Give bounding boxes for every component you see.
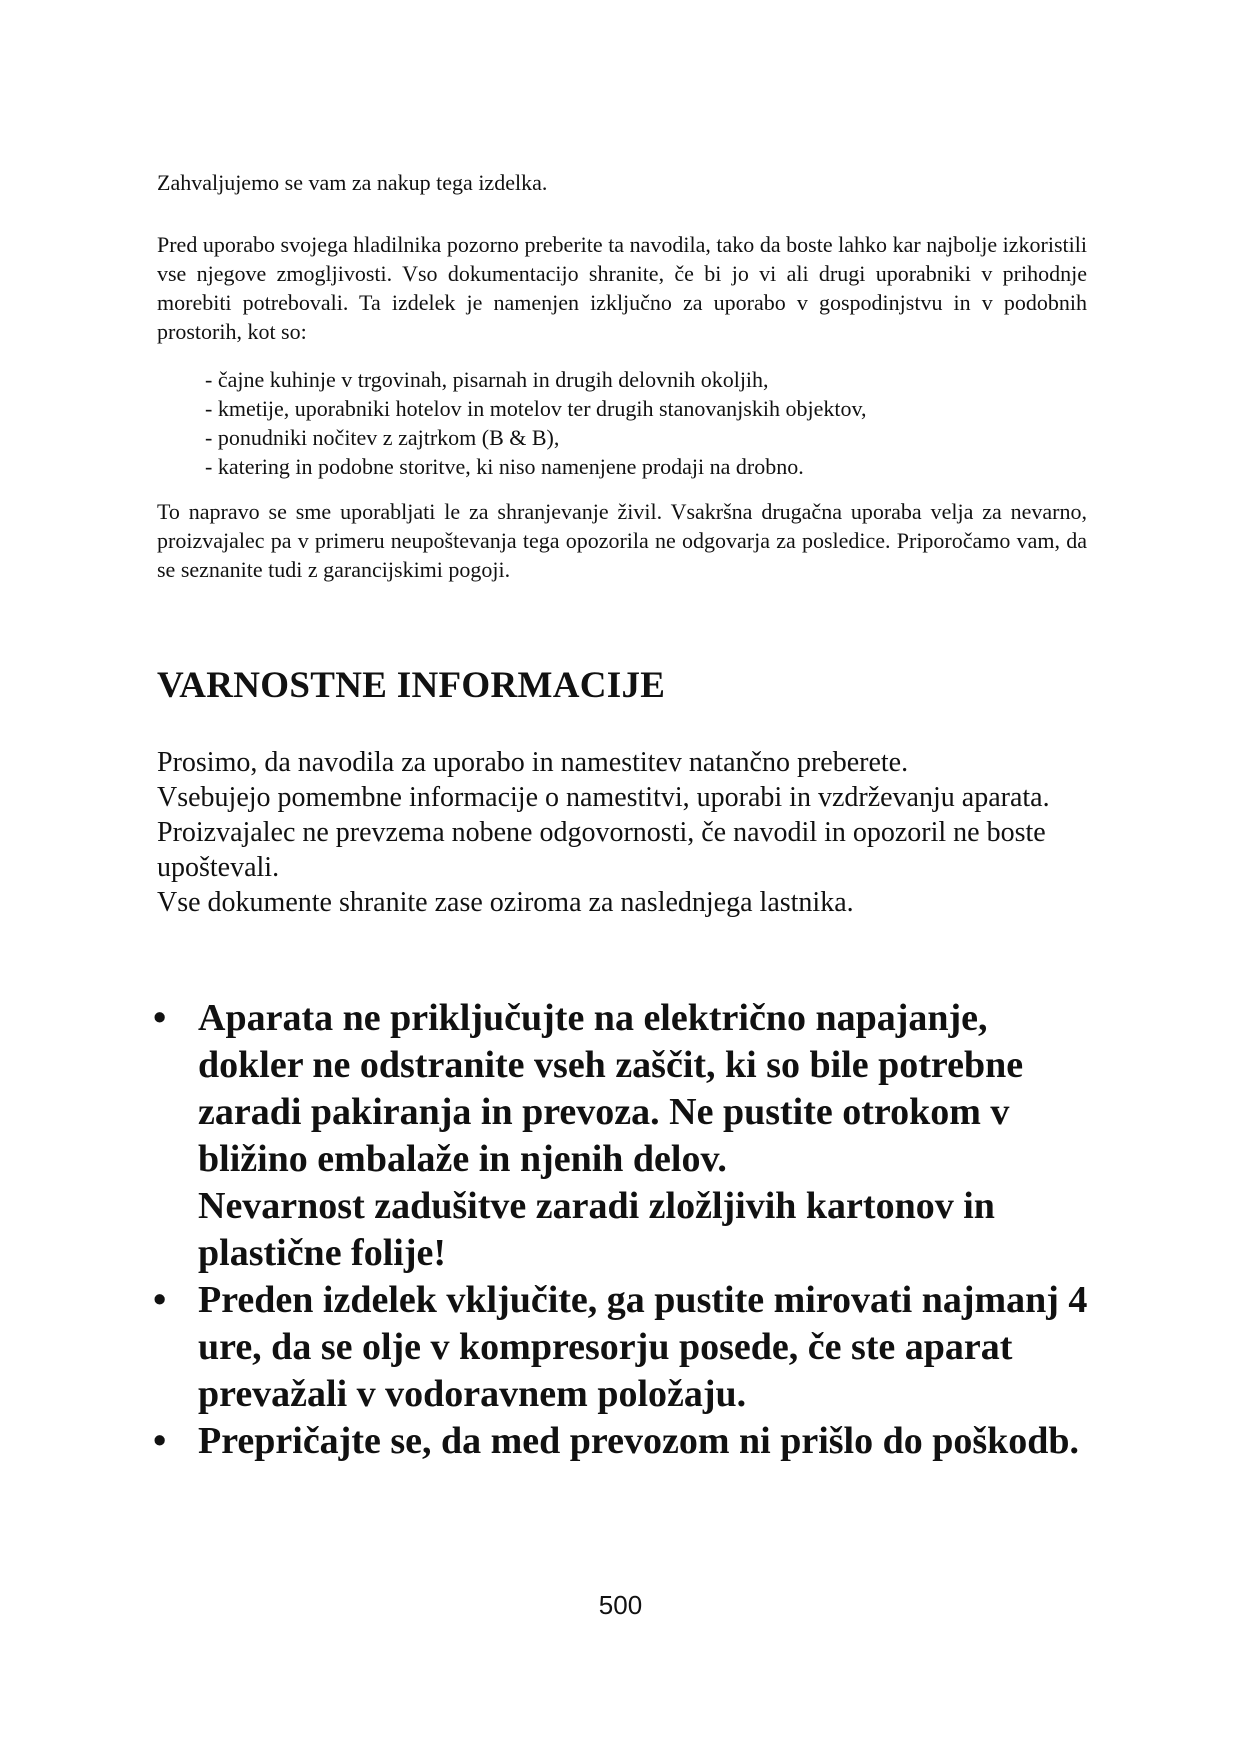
purpose-paragraph: To napravo se sme uporabljati le za shranjevanje živil. Vsakršna drugačna uporaba velja za nevarno, proizvajalec pa v primeru neupoštevanja tega opozorila ne odgovarja za posledice. Priporočamo vam, da se seznanite tudi z garancijskimi pogoji. — [157, 499, 1087, 582]
bullet-icon: • — [153, 997, 167, 1039]
page-number: 500 — [598, 1590, 643, 1620]
warning-text: Nevarnost zadušitve zaradi zložljivih kartonov in plastične folije! — [198, 1185, 995, 1274]
bullet-icon: • — [153, 1279, 167, 1321]
thanks-paragraph: Zahvaljujemo se vam za nakup tega izdelka. — [157, 170, 548, 195]
list-item: - ponudniki nočitev z zajtrkom (B & B), — [205, 425, 560, 450]
warning-text: Preden izdelek vključite, ga pustite mirovati najmanj 4 ure, da se olje v kompresorju posede, če ste aparat prevažali v vodoravnem položaju. — [198, 1279, 1088, 1415]
list-item: - katering in podobne storitve, ki niso namenjene prodaji na drobno. — [205, 454, 804, 479]
safety-paragraph: Prosimo, da navodila za uporabo in namestitev natančno preberete. — [157, 747, 909, 778]
intro-paragraph: Pred uporabo svojega hladilnika pozorno preberite ta navodila, tako da boste lahko kar najbolje izkoristili vse njegove zmogljivosti. Vso dokumentacijo shranite, če bi jo vi ali drugi uporabniki v prihodnje morebiti potrebovali. Ta izdelek je namenjen izključno za uporabo v gospodinjstvu in v podobnih prostorih, kot so: — [157, 232, 1087, 344]
warnings-list — [150, 995, 1100, 1465]
warning-item — [150, 1277, 1100, 1418]
safety-intro — [157, 745, 1087, 920]
safety-paragraph: Vse dokumente shranite zase oziroma za naslednjega lastnika. — [157, 887, 854, 918]
usage-environments-list — [205, 365, 1085, 481]
safety-paragraph: Vsebujejo pomembne informacije o namestitvi, uporabi in vzdrževanju aparata. — [157, 782, 1050, 813]
warning-item — [150, 995, 1100, 1277]
list-item: - kmetije, uporabniki hotelov in motelov ter drugih stanovanjskih objektov, — [205, 396, 867, 421]
section-heading: VARNOSTNE INFORMACIJE — [157, 665, 666, 706]
list-item: - čajne kuhinje v trgovinah, pisarnah in drugih delovnih okoljih, — [205, 367, 769, 392]
bullet-icon: • — [153, 1420, 167, 1462]
safety-paragraph: Proizvajalec ne prevzema nobene odgovornosti, če navodil in opozoril ne boste upoštevali. — [157, 817, 1046, 883]
warning-text: Aparata ne priključujte na električno napajanje, dokler ne odstranite vseh zaščit, ki so bile potrebne zaradi pakiranja in prevoza. Ne pustite otrokom v bližino embalaže in njenih delov. — [198, 997, 1024, 1180]
warning-text: Prepričajte se, da med prevozom ni prišlo do poškodb. — [198, 1420, 1080, 1462]
warning-item — [150, 1418, 1100, 1465]
